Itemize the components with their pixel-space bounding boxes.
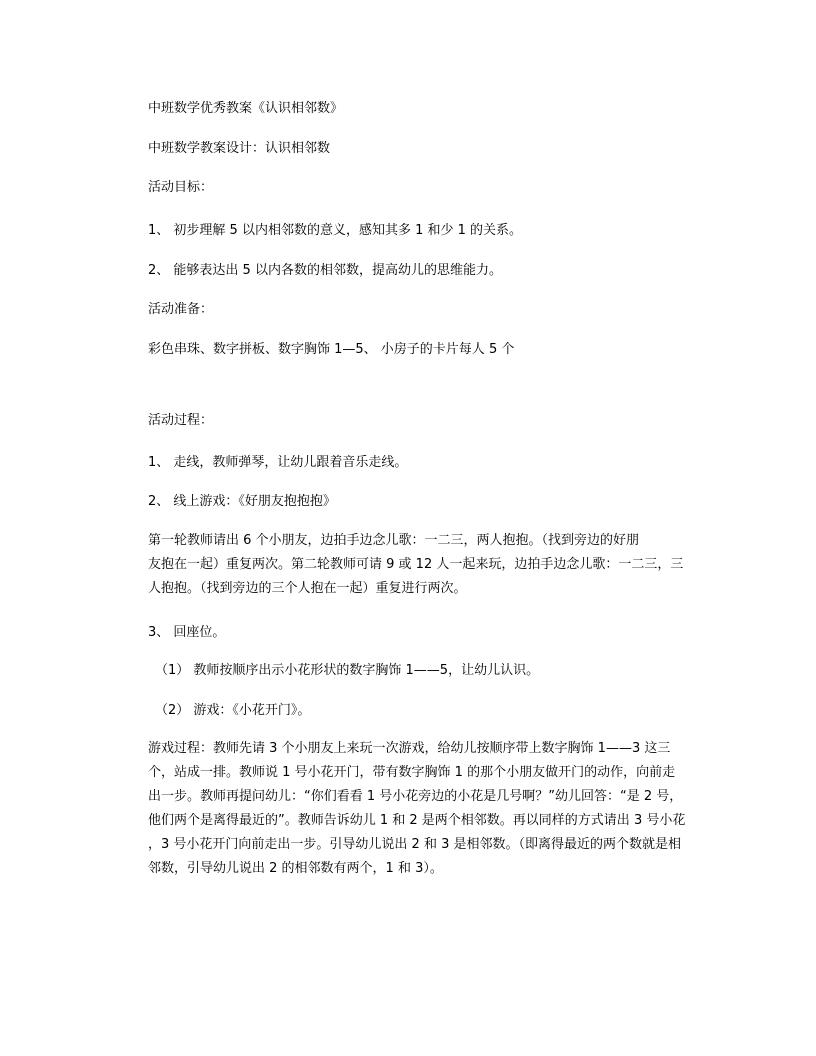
- step-2: 2、 线上游戏：《好朋友抱抱抱》: [148, 494, 336, 509]
- game-line-3: 出一步。教师再提问幼儿：“你们看看 1 号小花旁边的小花是几号啊？”幼儿回答：“是 2 号，: [148, 789, 683, 804]
- goal-item-1: 1、 初步理解 5 以内相邻数的意义，感知其多 1 和少 1 的关系。: [148, 223, 523, 238]
- document-title: 中班数学优秀教案《认识相邻数》: [148, 101, 344, 116]
- document-subtitle: 中班数学教案设计：认识相邻数: [148, 141, 331, 156]
- goal-item-2: 2、 能够表达出 5 以内各数的相邻数，提高幼儿的思维能力。: [148, 263, 502, 278]
- process-heading: 活动过程：: [148, 413, 214, 428]
- step-3: 3、 回座位。: [148, 625, 226, 640]
- step-1: 1、 走线，教师弹琴，让幼儿跟着音乐走线。: [148, 455, 408, 470]
- step-3-1: （1） 教师按顺序出示小花形状的数字胸饰 1——5，让幼儿认识。: [155, 663, 540, 678]
- game-line-1: 游戏过程：教师先请 3 个小朋友上来玩一次游戏，给幼儿按顺序带上数字胸饰 1——3 这三: [148, 741, 671, 756]
- game-line-5: ，3 号小花开门向前走出一步。引导幼儿说出 2 和 3 是相邻数。（即离得最近的两个数就是相: [148, 837, 681, 852]
- round-paragraph: [148, 529, 693, 601]
- game-line-6: 邻数，引导幼儿说出 2 的相邻数有两个，1 和 3）。: [148, 861, 443, 876]
- round-line-2: 友抱在一起）重复两次。第二轮教师可请 9 或 12 人一起来玩，边拍手边念儿歌：一二三，三: [148, 557, 684, 572]
- prep-text: 彩色串珠、数字拼板、数字胸饰 1—5、 小房子的卡片每人 5 个: [148, 342, 515, 357]
- game-paragraph: [148, 737, 693, 881]
- round-line-1: 第一轮教师请出 6 个小朋友，边拍手边念儿歌：一二三，两人抱抱。（找到旁边的好朋: [148, 533, 640, 548]
- step-3-2: （2） 游戏：《小花开门》。: [155, 703, 311, 718]
- round-line-3: 人抱抱。（找到旁边的三个人抱在一起）重复进行两次。: [148, 581, 467, 596]
- prep-heading: 活动准备：: [148, 302, 214, 317]
- game-line-2: 个，站成一排。教师说 1 号小花开门，带有数字胸饰 1 的那个小朋友做开门的动作，向前走: [148, 765, 676, 780]
- goals-heading: 活动目标：: [148, 180, 214, 195]
- game-line-4: 他们两个是离得最近的”。教师告诉幼儿 1 和 2 是两个相邻数。再以同样的方式请出 3 号小花: [148, 813, 686, 828]
